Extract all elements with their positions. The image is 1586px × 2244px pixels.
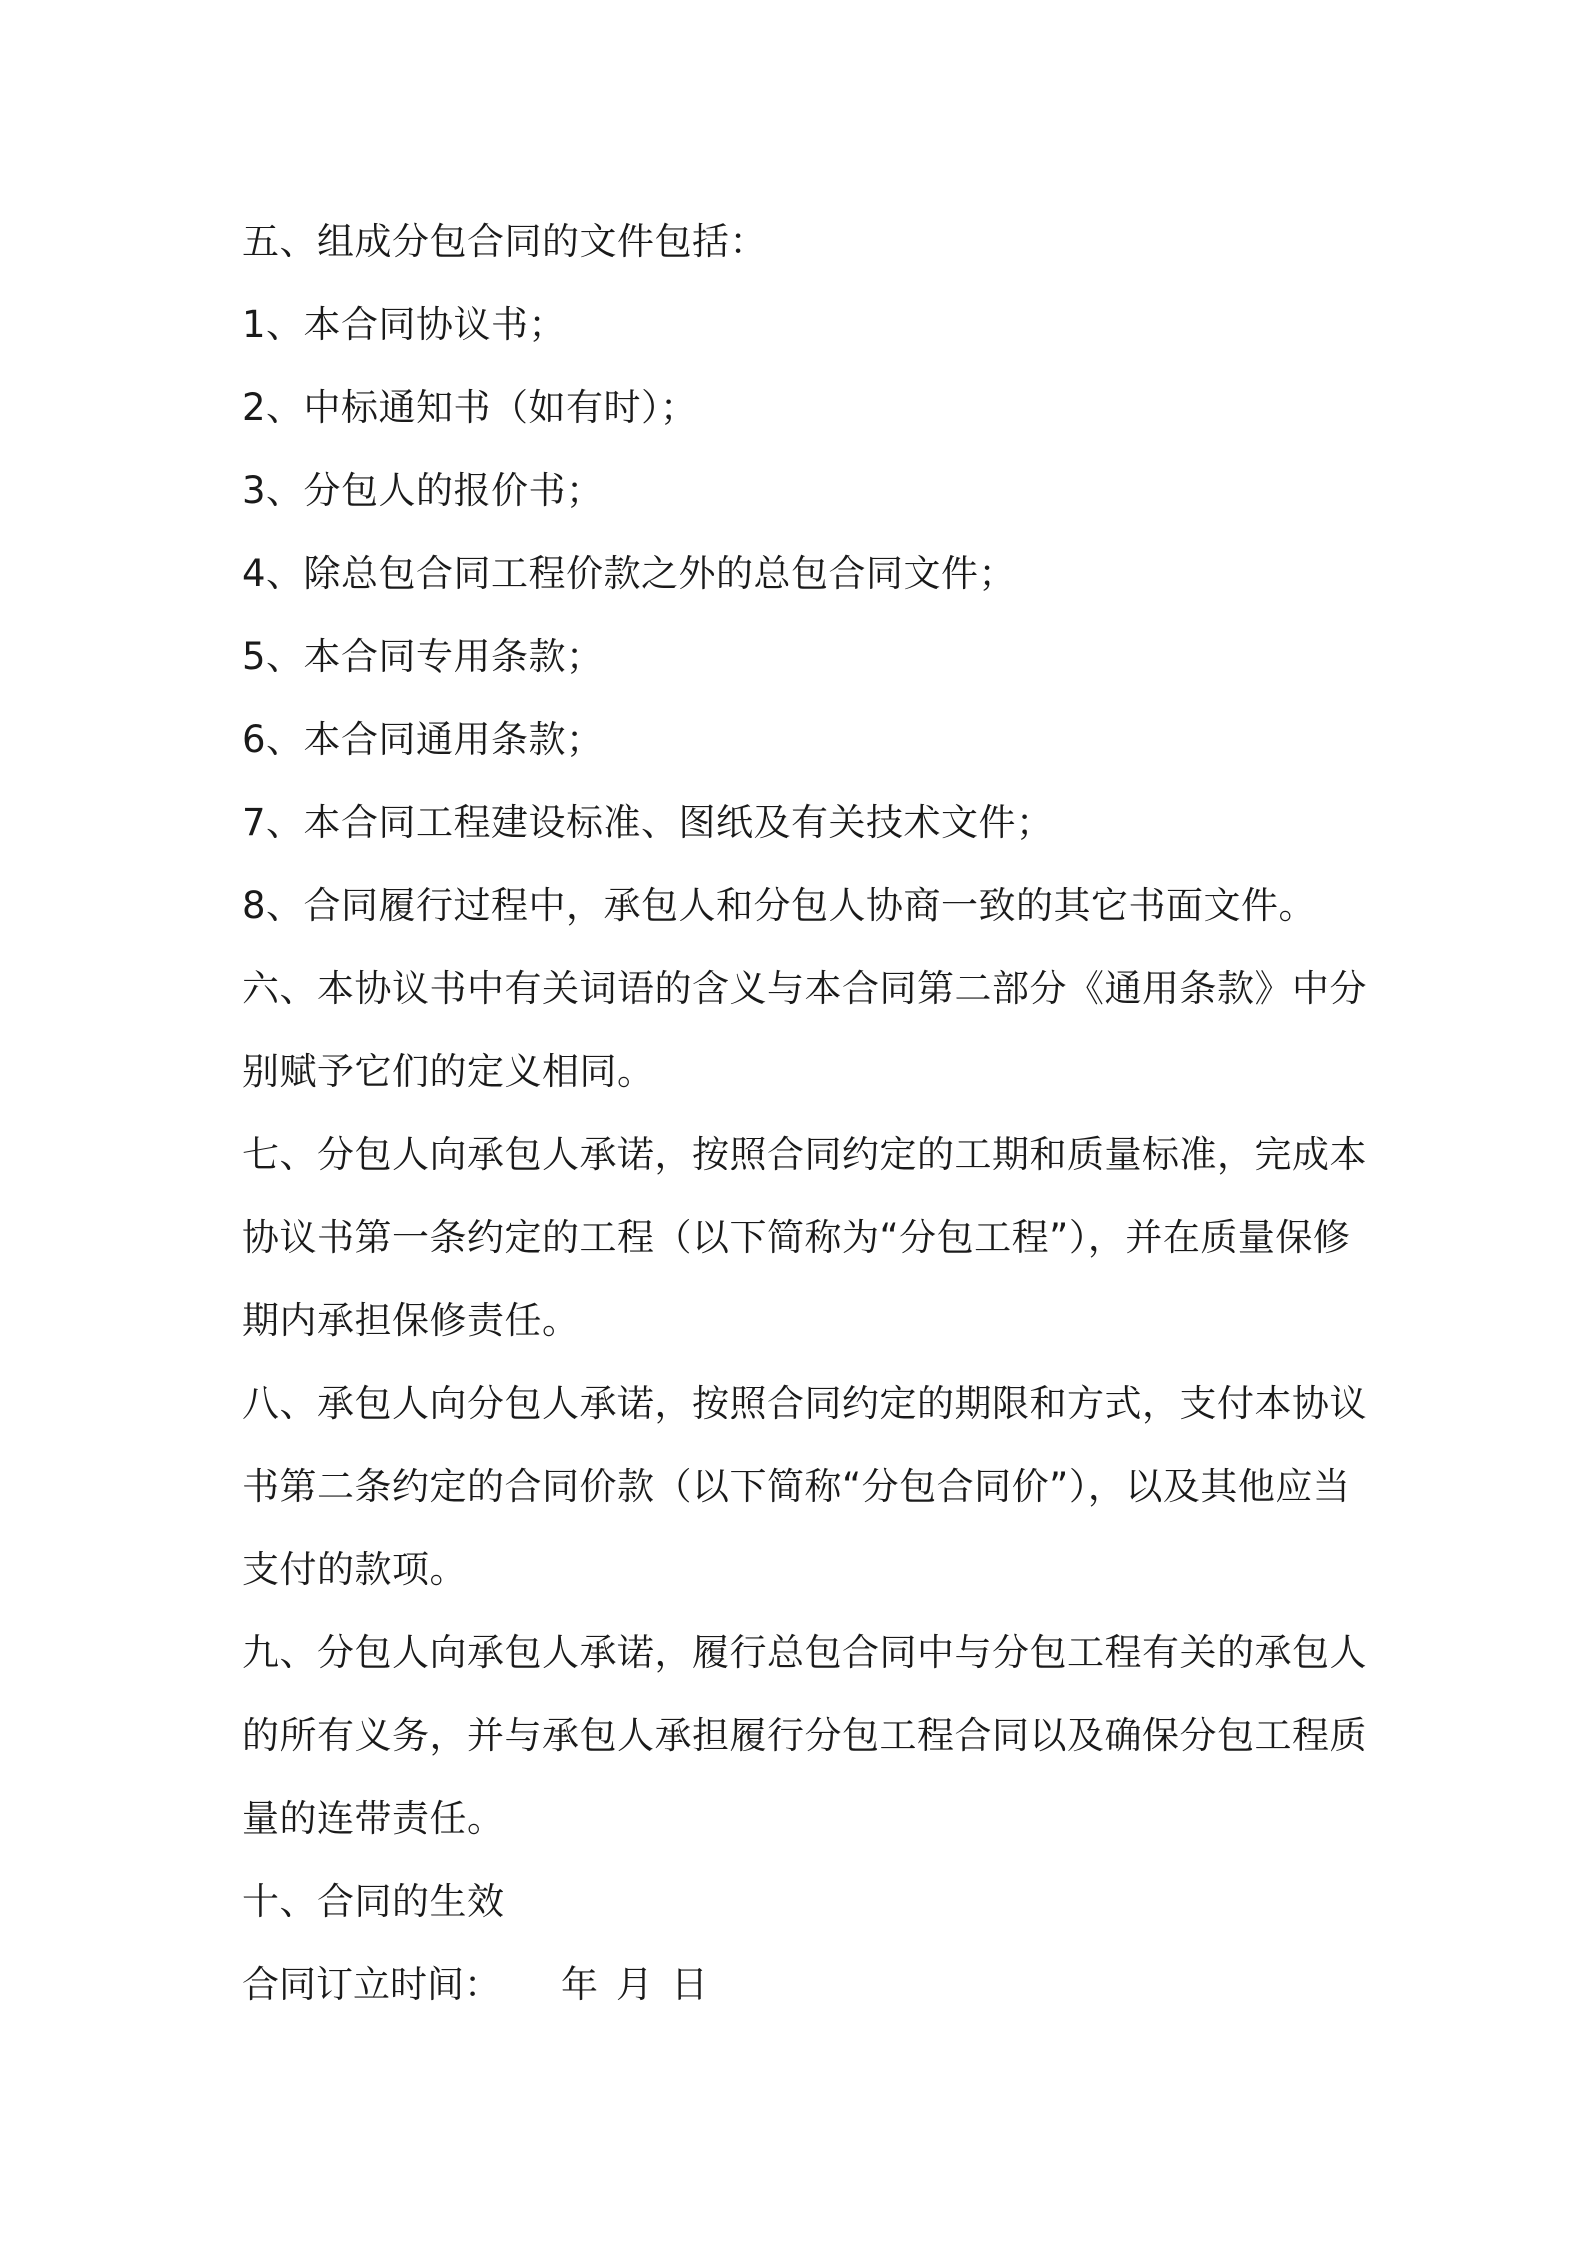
contract-date-line (242, 1943, 1362, 2026)
paragraph-line: 别赋予它们的定义相同。 (242, 1050, 655, 1093)
paragraph-line: 八、承包人向分包人承诺，按照合同约定的期限和方式，支付本协议 (242, 1382, 1367, 1425)
paragraph-line: 5、本合同专用条款； (242, 635, 604, 678)
paragraph-line: 支付的款项。 (242, 1548, 467, 1591)
paragraph-p5-3 (242, 449, 1362, 532)
paragraph-p9 (242, 1611, 1367, 1860)
paragraph-line: 2、中标通知书（如有时）； (242, 386, 698, 429)
paragraph-line: 量的连带责任。 (242, 1797, 505, 1840)
paragraph-p10 (242, 1860, 1362, 1943)
paragraph-line: 六、本协议书中有关词语的含义与本合同第二部分《通用条款》中分 (242, 967, 1367, 1010)
paragraph-line: 五、组成分包合同的文件包括： (242, 220, 767, 263)
paragraph-p7 (242, 1113, 1367, 1362)
contract-date-month: 月 (616, 1963, 653, 2006)
paragraph-line: 3、分包人的报价书； (242, 469, 604, 512)
paragraph-line: 6、本合同通用条款； (242, 718, 604, 761)
contract-date-day: 日 (671, 1963, 708, 2006)
paragraph-line: 8、合同履行过程中，承包人和分包人协商一致的其它书面文件。 (242, 884, 1317, 927)
paragraph-p5-4 (242, 532, 1362, 615)
paragraph-line: 十、合同的生效 (242, 1880, 505, 1923)
paragraph-line: 4、除总包合同工程价款之外的总包合同文件； (242, 552, 1017, 595)
paragraph-line: 1、本合同协议书； (242, 303, 567, 346)
paragraph-p5 (242, 200, 1362, 283)
paragraph-line: 七、分包人向承包人承诺，按照合同约定的工期和质量标准，完成本 (242, 1133, 1367, 1176)
paragraph-p5-8 (242, 864, 1362, 947)
paragraph-p5-1 (242, 283, 1362, 366)
paragraph-line: 7、本合同工程建设标准、图纸及有关技术文件； (242, 801, 1054, 844)
paragraph-p6 (242, 947, 1367, 1113)
paragraph-line: 书第二条约定的合同价款（以下简称“分包合同价”），以及其他应当 (242, 1465, 1351, 1508)
document-page (242, 200, 1367, 2026)
paragraph-line: 期内承担保修责任。 (242, 1299, 580, 1342)
paragraph-line: 的所有义务，并与承包人承担履行分包工程合同以及确保分包工程质 (242, 1714, 1367, 1757)
paragraph-line: 协议书第一条约定的工程（以下简称为“分包工程”），并在质量保修 (242, 1216, 1351, 1259)
paragraph-p5-7 (242, 781, 1362, 864)
paragraph-p5-2 (242, 366, 1362, 449)
paragraph-p5-5 (242, 615, 1362, 698)
paragraph-p5-6 (242, 698, 1362, 781)
contract-date-label: 合同订立时间： (242, 1963, 501, 2006)
paragraph-p8 (242, 1362, 1367, 1611)
contract-date-year: 年 (561, 1963, 598, 2006)
document-body (242, 200, 1367, 1943)
paragraph-line: 九、分包人向承包人承诺，履行总包合同中与分包工程有关的承包人 (242, 1631, 1367, 1674)
